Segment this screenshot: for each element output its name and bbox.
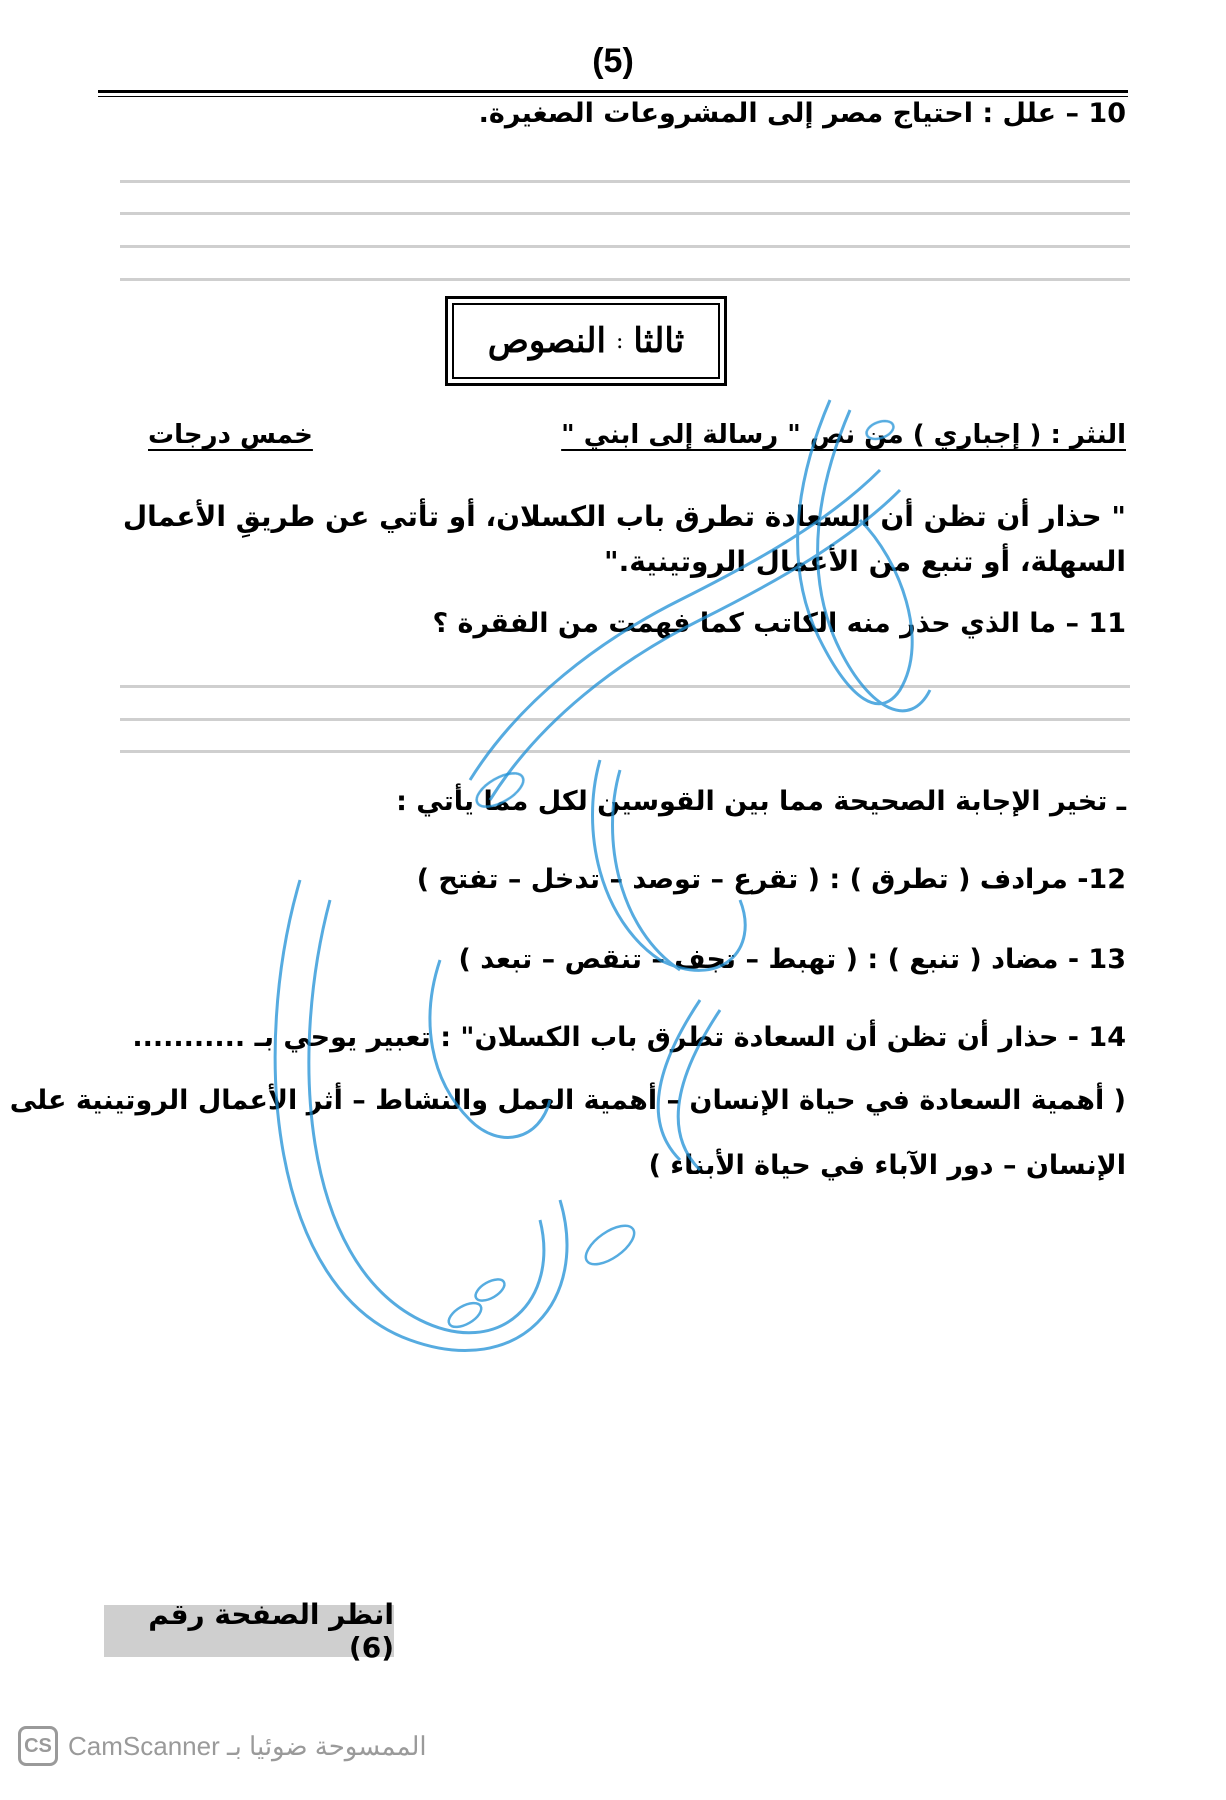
answer-line (120, 278, 1130, 281)
question-12: 12- مرادف ( تطرق ) : ( تقرع – توصد – تدخل – تفتح ) (416, 864, 1126, 895)
question-11: 11 – ما الذي حذر منه الكاتب كما فهمت من الفقرة ؟ (432, 608, 1126, 639)
camscanner-logo-icon: CS (18, 1726, 58, 1766)
question-14: 14 - حذار أن تظن أن السعادة تطرق باب الكسلان" : تعبير يوحي بـ ........... (132, 1022, 1126, 1053)
question-13: 13 - مضاد ( تنبع ) : ( تهبط – تجف – تنقص – تبعد ) (458, 944, 1126, 975)
section-title-part1: ثالثا (633, 321, 685, 361)
header-rule-thin (98, 96, 1128, 97)
page-number: (5) (592, 42, 634, 80)
header-rule (98, 90, 1128, 93)
marks-label: خمس درجات (148, 420, 313, 450)
choose-instruction: ـ تخير الإجابة الصحيحة مما بين القوسين لكل مما يأتي : (396, 786, 1126, 817)
quote-line-2: السهلة، أو تنبع من الأعمال الروتينية." (603, 545, 1126, 578)
answer-line (120, 685, 1130, 688)
answer-line (120, 718, 1130, 721)
section-title-separator: : (616, 328, 624, 354)
see-next-page: انظر الصفحة رقم (6) (104, 1605, 394, 1657)
answer-line (120, 212, 1130, 215)
answer-line (120, 180, 1130, 183)
question-14-options-2: الإنسان – دور الآباء في حياة الأبناء ) (648, 1150, 1126, 1181)
quote-line-1: " حذار أن تظن أن السعادة تطرق باب الكسلان، أو تأتي عن طريقِ الأعمال (122, 500, 1126, 533)
camscanner-watermark (18, 1726, 427, 1766)
camscanner-text: CamScanner الممسوحة ضوئيا بـ (68, 1730, 427, 1761)
question-10: 10 – علل : احتياج مصر إلى المشروعات الصغيرة. (478, 98, 1126, 129)
section-title-box (445, 296, 727, 386)
prose-label: النثر : ( إجباري ) من نص " رسالة إلى ابني " (561, 420, 1126, 450)
question-14-options-1: ( أهمية السعادة في حياة الإنسان – أهمية العمل والنشاط – أثر الأعمال الروتينية على (9, 1085, 1126, 1116)
answer-line (120, 750, 1130, 753)
section-title-part2: النصوص (487, 321, 606, 361)
answer-line (120, 245, 1130, 248)
